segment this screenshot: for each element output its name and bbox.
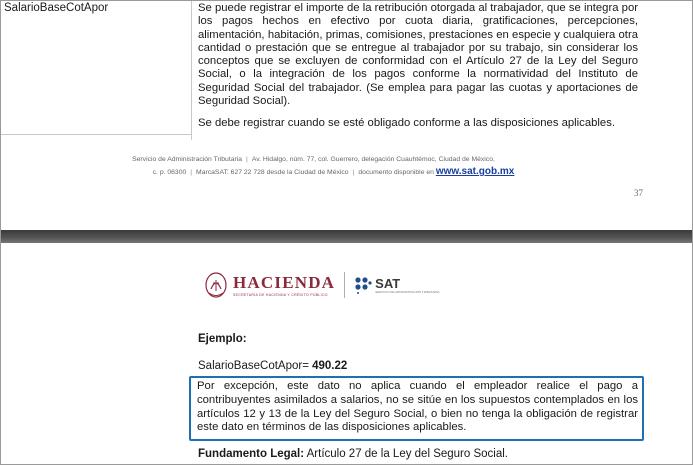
header-logos bbox=[204, 269, 440, 301]
example-key: SalarioBaseCotApor= bbox=[198, 360, 313, 372]
table-border bbox=[191, 134, 192, 140]
national-seal-icon bbox=[204, 271, 228, 299]
example-line bbox=[198, 360, 347, 372]
legal-label: Fundamento Legal: bbox=[198, 448, 305, 460]
page-bottom bbox=[1, 243, 692, 464]
footer-phone: MarcaSAT: 627 22 728 desde la Ciudad de México bbox=[196, 169, 349, 176]
sat-title: SAT bbox=[375, 275, 401, 291]
footer-line-1: Servicio de Administración Tributaria | Av. Hidalgo, núm. 77, col. Guerrero, delegación Cuauhtémoc, Ciudad de México, bbox=[132, 156, 495, 163]
footer-line-2: c. p. 06300 | MarcaSAT: 627 22 728 desde la Ciudad de México | documento disponible en www.sat.gob.mx bbox=[152, 166, 515, 177]
footer-address: Av. Hidalgo, núm. 77, col. Guerrero, delegación Cuauhtémoc, Ciudad de México, bbox=[251, 156, 495, 163]
legal-basis bbox=[198, 448, 508, 460]
hacienda-logo bbox=[233, 274, 335, 297]
sat-logo-icon bbox=[354, 276, 372, 294]
note-text: Por excepción, este dato no aplica cuando el empleador realice el pago a contribuyentes asimilados a salarios, no se sitúe en los supuestos contemplados en los artículos 12 y 13 de la Ley del Seguro Social, o bien no tenga la obligación de registrar este dato en términos de las disposiciones aplicables. bbox=[197, 380, 638, 434]
field-description: Se puede registrar el importe de la retribución otorgada al trabajador, que se integra por los pagos hechos en efectivo por cuota diaria, gratificaciones, percepciones, alimentación, habitación, primas, comisiones, prestaciones en especie y cualquiera otra cantidad o prestación que se entregue al trabajador por su trabajo, sin considerar los conceptos que se excluyen de conformidad con el Artículo 27 de la Ley del Seguro Social, o la integración de los pagos conforme la normatividad del Instituto de Seguridad Social del trabajador. (Se emplea para pagar las cuotas y aportaciones de Seguridad Social). bbox=[198, 2, 638, 108]
example-value: 490.22 bbox=[312, 360, 348, 372]
field-name-cell bbox=[1, 1, 192, 135]
sat-subtitle: SERVICIO DE ADMINISTRACIÓN TRIBUTARIA bbox=[375, 289, 440, 294]
hacienda-subtitle: SECRETARÍA DE HACIENDA Y CRÉDITO PÚBLICO bbox=[233, 292, 328, 297]
legal-text: Artículo 27 de la Ley del Seguro Social. bbox=[304, 448, 508, 460]
logo-separator bbox=[344, 272, 345, 298]
example-heading: Ejemplo: bbox=[198, 333, 247, 345]
sat-website-link[interactable]: www.sat.gob.mx bbox=[435, 166, 515, 177]
sat-logo bbox=[375, 277, 439, 294]
page-divider bbox=[1, 230, 692, 243]
field-requirement: Se debe registrar cuando se esté obligado conforme a las disposiciones aplicables. bbox=[198, 117, 615, 129]
page-number: 37 bbox=[634, 188, 643, 198]
footer-doc: documento disponible en bbox=[358, 169, 434, 176]
footer-org: Servicio de Administración Tributaria bbox=[132, 156, 243, 163]
page-top bbox=[1, 1, 692, 229]
footer-cp: c. p. 06300 bbox=[152, 169, 187, 176]
hacienda-title: HACIENDA bbox=[233, 272, 336, 292]
field-name: SalarioBaseCotApor bbox=[4, 2, 109, 14]
